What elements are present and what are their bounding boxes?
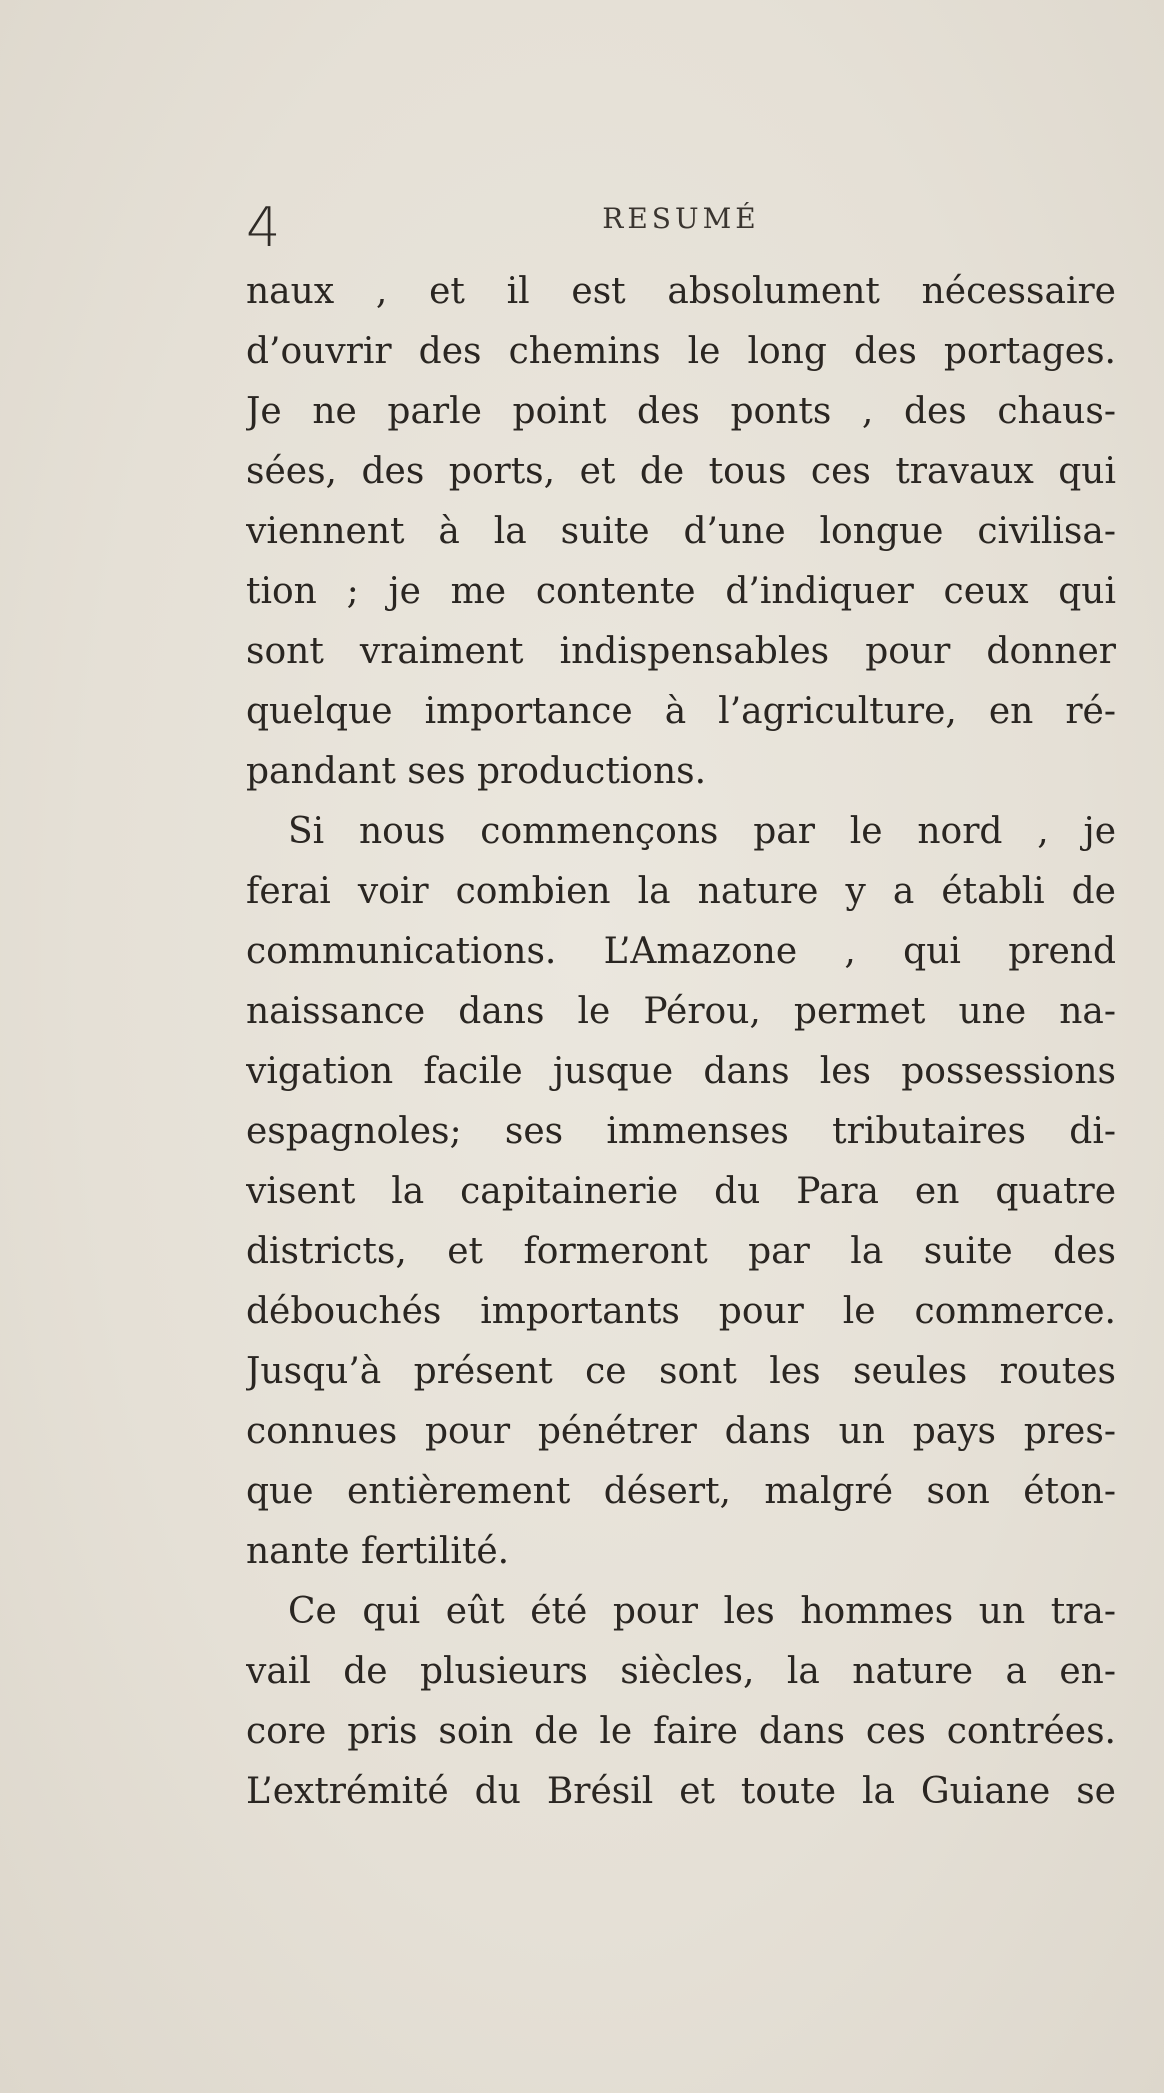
text-line: pandant ses productions. [246,751,707,792]
text-line: communications. L’Amazone , qui prend [246,931,1116,972]
text-line: espagnoles; ses immenses tributaires di- [246,1111,1116,1152]
page-number: 4 [246,196,281,259]
text-line: viennent à la suite d’une longue civilisa- [246,511,1116,552]
text-line: Jusqu’à présent ce sont les seules routes [246,1351,1116,1392]
paragraph-start-line: Ce qui eût été pour les hommes un tra- [288,1591,1116,1632]
text-line: districts, et formeront par la suite des [246,1231,1116,1272]
page-header [246,188,1116,268]
text-line: d’ouvrir des chemins le long des portages. [246,331,1116,372]
text-line: connues pour pénétrer dans un pays pres- [246,1411,1116,1452]
text-line: vigation facile jusque dans les possessions [246,1051,1116,1092]
text-line: vail de plusieurs siècles, la nature a en- [246,1651,1116,1692]
text-line: ferai voir combien la nature y a établi de [246,871,1116,912]
text-line: quelque importance à l’agriculture, en ré- [246,691,1116,732]
text-line: L’extrémité du Brésil et toute la Guiane se [246,1771,1116,1812]
text-line: sées, des ports, et de tous ces travaux qui [246,451,1116,492]
text-line: naux , et il est absolument nécessaire [246,271,1116,312]
running-title: RESUMÉ [602,202,760,235]
text-line: tion ; je me contente d’indiquer ceux qui [246,571,1116,612]
text-line: visent la capitainerie du Para en quatre [246,1171,1116,1212]
text-line: débouchés importants pour le commerce. [246,1291,1116,1332]
text-line: nante fertilité. [246,1531,510,1572]
text-line: core pris soin de le faire dans ces contrées. [246,1711,1116,1752]
text-line: que entièrement désert, malgré son éton- [246,1471,1116,1512]
text-line: naissance dans le Pérou, permet une na- [246,991,1116,1032]
body-text [246,262,1116,1822]
paragraph-start-line: Si nous commençons par le nord , je [288,811,1116,852]
text-line: Je ne parle point des ponts , des chaus- [246,391,1116,432]
text-line: sont vraiment indispensables pour donner [246,631,1116,672]
